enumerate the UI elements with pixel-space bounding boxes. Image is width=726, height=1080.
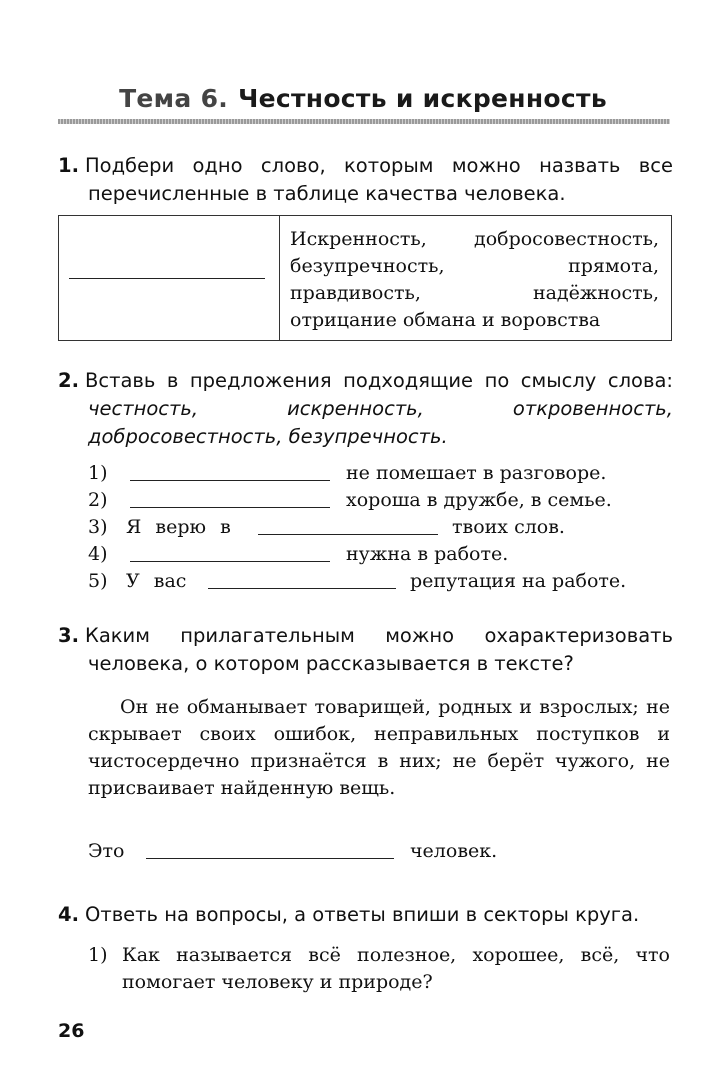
question-2-words: честность, искренность, откровенность, добросовестность, безупречность. — [88, 397, 673, 448]
question-2-number: 2. — [58, 369, 79, 392]
page-title — [0, 84, 726, 113]
list-item: 4) нужна в работе. — [88, 543, 509, 565]
question-3 — [58, 622, 673, 678]
question-4-text: Ответь на вопросы, а ответы впиши в секторы круга. — [84, 903, 640, 926]
list-item: 5) У вас репутация на работе. — [88, 570, 627, 592]
question-3-paragraph: Он не обманывает товарищей, родных и взрослых; не скрывает своих ошибок, неправильных поступков и чистосердечно признаётся в них; не берёт чужого, не присваивает найденную вещь. — [88, 696, 670, 799]
question-2 — [58, 367, 673, 451]
list-item: 3) Я верю в твоих слов. — [88, 516, 565, 538]
fill-blank[interactable] — [130, 462, 330, 481]
qualities-list: Искренность, добросовестность, безупречность, прямота, правдивость, надёжность, отрицание обмана и воровства — [290, 228, 659, 331]
topic-title: Честность и искренность — [238, 84, 607, 113]
title-divider — [58, 119, 670, 124]
list-item: 1) не помешает в разговоре. — [88, 462, 607, 484]
question-3-text: Каким прилагательным можно охарактеризовать человека, о котором рассказывается в тексте? — [84, 624, 673, 675]
question-4 — [58, 901, 673, 929]
fill-blank[interactable] — [258, 516, 438, 535]
fill-blank[interactable] — [130, 489, 330, 508]
question-4-sub: 1) Как называется всё полезное, хорошее, всё, что помогает человеку и природе? — [88, 944, 670, 993]
question-4-number: 4. — [58, 903, 79, 926]
question-1-text: Подбери одно слово, которым можно назвать все перечисленные в таблице качества человека. — [84, 154, 673, 205]
fill-blank[interactable] — [130, 543, 330, 562]
topic-label: Тема 6. — [119, 84, 229, 113]
question-2-text: Вставь в предложения подходящие по смыслу слова: — [84, 369, 673, 392]
question-2-items — [88, 462, 673, 597]
question-3-number: 3. — [58, 624, 79, 647]
question-3-answer: Это человек. — [88, 840, 498, 862]
page-number: 26 — [58, 1020, 85, 1042]
fill-blank[interactable] — [146, 840, 394, 859]
question-4-sub-text: Как называется всё полезное, хорошее, всё, что помогает человеку и природе? — [122, 944, 670, 993]
question-1-number: 1. — [58, 154, 79, 177]
list-item: 2) хороша в дружбе, в семье. — [88, 489, 612, 511]
question-1-table — [58, 215, 672, 341]
answer-cell[interactable] — [59, 216, 280, 341]
fill-blank[interactable] — [208, 570, 396, 589]
question-1 — [58, 152, 673, 208]
answer-blank[interactable] — [69, 260, 265, 279]
